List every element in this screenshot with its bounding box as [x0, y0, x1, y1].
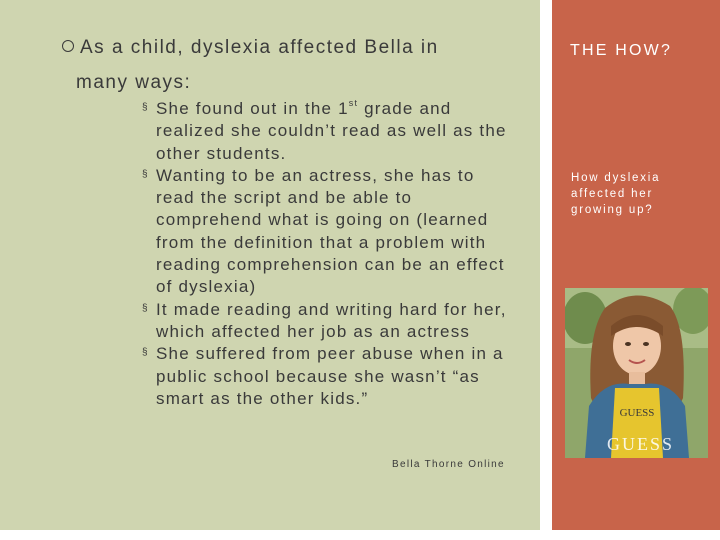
sub-bullet-list [142, 98, 514, 410]
sub-bullet-item [142, 343, 514, 410]
section-bullet-icon: § [142, 102, 149, 113]
sub-bullet-text: She found out in the 1 [156, 99, 349, 118]
photo-watermark: GUESS [607, 434, 675, 454]
portrait-photo [565, 288, 708, 458]
sub-bullet-item [142, 165, 514, 299]
main-bullet [62, 30, 522, 100]
shirt-logo: GUESS [619, 407, 655, 419]
sidebar-title: THE HOW? [570, 42, 673, 59]
sub-bullet-text: She suffered from peer abuse when in a public school because she wasn’t “as smart as the other kids.” [156, 344, 504, 408]
sub-bullet-text-rest: grade and realized she couldn’t read as well as the other students. [156, 99, 507, 163]
sub-bullet-item [142, 98, 514, 165]
circle-bullet-icon [62, 40, 74, 52]
sub-bullet-text: Wanting to be an actress, she has to read the script and be able to comprehend what is going on (learned from the definition that a problem with reading comprehension can be an effect of dyslexia) [156, 165, 505, 297]
section-bullet-icon: § [142, 347, 149, 359]
section-bullet-icon: § [142, 302, 149, 314]
main-bullet-line1: As a child, dyslexia affected Bella in [80, 37, 439, 58]
ordinal-suffix: st [348, 98, 359, 108]
section-bullet-icon: § [142, 168, 149, 180]
sidebar-subtitle: How dyslexia affected her growing up? [571, 172, 661, 216]
portrait-illustration [565, 288, 708, 458]
main-bullet-line2: many ways: [76, 72, 192, 93]
source-caption: Bella Thorne Online [392, 459, 505, 470]
sub-bullet-text: It made reading and writing hard for her, which affected her job as an actress [156, 299, 507, 341]
sub-bullet-item [142, 299, 514, 344]
